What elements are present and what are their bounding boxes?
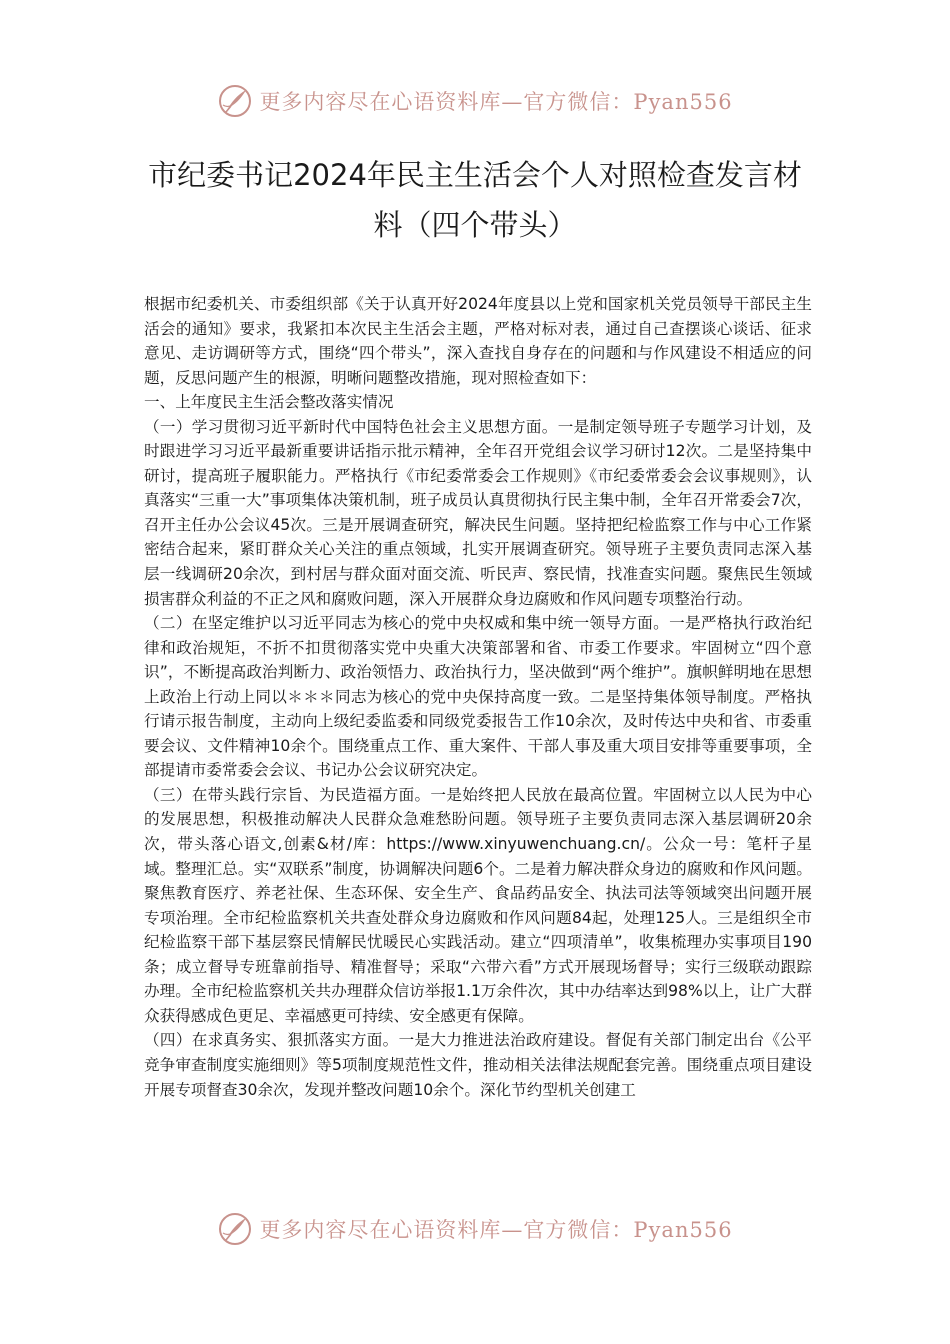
header-banner — [0, 78, 950, 124]
section-heading: 一、上年度民主生活会整改落实情况 — [144, 393, 394, 412]
page-title: 市纪委书记2024年民主生活会个人对照检查发言材料（四个带头） — [148, 158, 802, 242]
quill-logo-icon — [217, 1211, 253, 1247]
body-paragraph: （一）学习贯彻习近平新时代中国特色社会主义思想方面。一是制定领导班子专题学习计划，及时跟进学习习近平最新重要讲话指示批示精神，全年召开党组会议学习研讨12次。二是坚持集中研讨，提高班子履职能力。严格执行《市纪委常委会工作规则》《市纪委常委会会议事规则》，认真落实“三重一大”事项集体决策机制，班子成员认真贯彻执行民主集中制，全年召开常委会7次，召开主任办公会议45次。三是开展调查研究，解决民生问题。坚持把纪检监察工作与中心工作紧密结合起来，紧盯群众关心关注的重点领域，扎实开展调查研究。领导班子主要负责同志深入基层一线调研20余次，到村居与群众面对面交流、听民声、察民情，找准查实问题。聚焦民生领域损害群众利益的不正之风和腐败问题，深入开展群众身边腐败和作风问题专项整治行动。 — [144, 417, 812, 608]
body-paragraph: （四）在求真务实、狠抓落实方面。一是大力推进法治政府建设。督促有关部门制定出台《公平竞争审查制度实施细则》等5项制度规范性文件，推动相关法律法规配套完善。围绕重点项目建设开展专项督查30余次，发现并整改问题10余个。深化节约型机关创建工 — [144, 1031, 812, 1099]
body-paragraph: （三）在带头践行宗旨、为民造福方面。一是始终把人民放在最高位置。牢固树立以人民为中心的发展思想，积极推动解决人民群众急难愁盼问题。领导班子主要负责同志深入基层调研20余次，带头落心语文,创素&材/库：https://www.xinyuwenchuang.cn/。公众一号：笔杆子星域。整理汇总。实“双联系”制度，协调解决问题6个。二是着力解决群众身边的腐败和作风问题。聚焦教育医疗、养老社保、生态环保、安全生产、食品药品安全、执法司法等领域突出问题开展专项治理。全市纪检监察机关共查处群众身边腐败和作风问题84起，处理125人。三是组织全市纪检监察干部下基层察民情解民忧暖民心实践活动。建立“四项清单”，收集梳理办实事项目190条；成立督导专班靠前指导、精准督导；采取“六带六看”方式开展现场督导；实行三级联动跟踪办理。全市纪检监察机关共办理群众信访举报1.1万余件次，其中办结率达到98%以上，让广大群众获得感成色更足、幸福感更可持续、安全感更有保障。 — [144, 785, 812, 1025]
banner-text: 更多内容尽在心语资料库—官方微信：Pyan556 — [259, 90, 733, 114]
quill-logo-icon — [217, 83, 253, 119]
document-body — [144, 292, 812, 1102]
footer-banner — [0, 1206, 950, 1252]
body-paragraph: （二）在坚定维护以习近平同志为核心的党中央权威和集中统一领导方面。一是严格执行政治纪律和政治规矩，不折不扣贯彻落实党中央重大决策部署和省、市委工作要求。牢固树立“四个意识”，不断提高政治判断力、政治领悟力、政治执行力，坚决做到“两个维护”。旗帜鲜明地在思想上政治上行动上同以＊＊＊同志为核心的党中央保持高度一致。二是坚持集体领导制度。严格执行请示报告制度，主动向上级纪委监委和同级党委报告工作10余次，及时传达中央和省、市委重要会议、文件精神10余个。围绕重点工作、重大案件、干部人事及重大项目安排等重要事项，全部提请市委常委会会议、书记办公会议研究决定。 — [144, 614, 812, 780]
banner-text: 更多内容尽在心语资料库—官方微信：Pyan556 — [259, 1218, 733, 1242]
intro-paragraph: 根据市纪委机关、市委组织部《关于认真开好2024年度县以上党和国家机关党员领导干部民主生活会的通知》要求，我紧扣本次民主生活会主题，严格对标对表，通过自己查摆谈心谈话、征求意见、走访调研等方式，围绕“四个带头”，深入查找自身存在的问题和与作风建设不相适应的问题，反思问题产生的根源，明晰问题整改措施，现对照检查如下： — [144, 295, 812, 387]
